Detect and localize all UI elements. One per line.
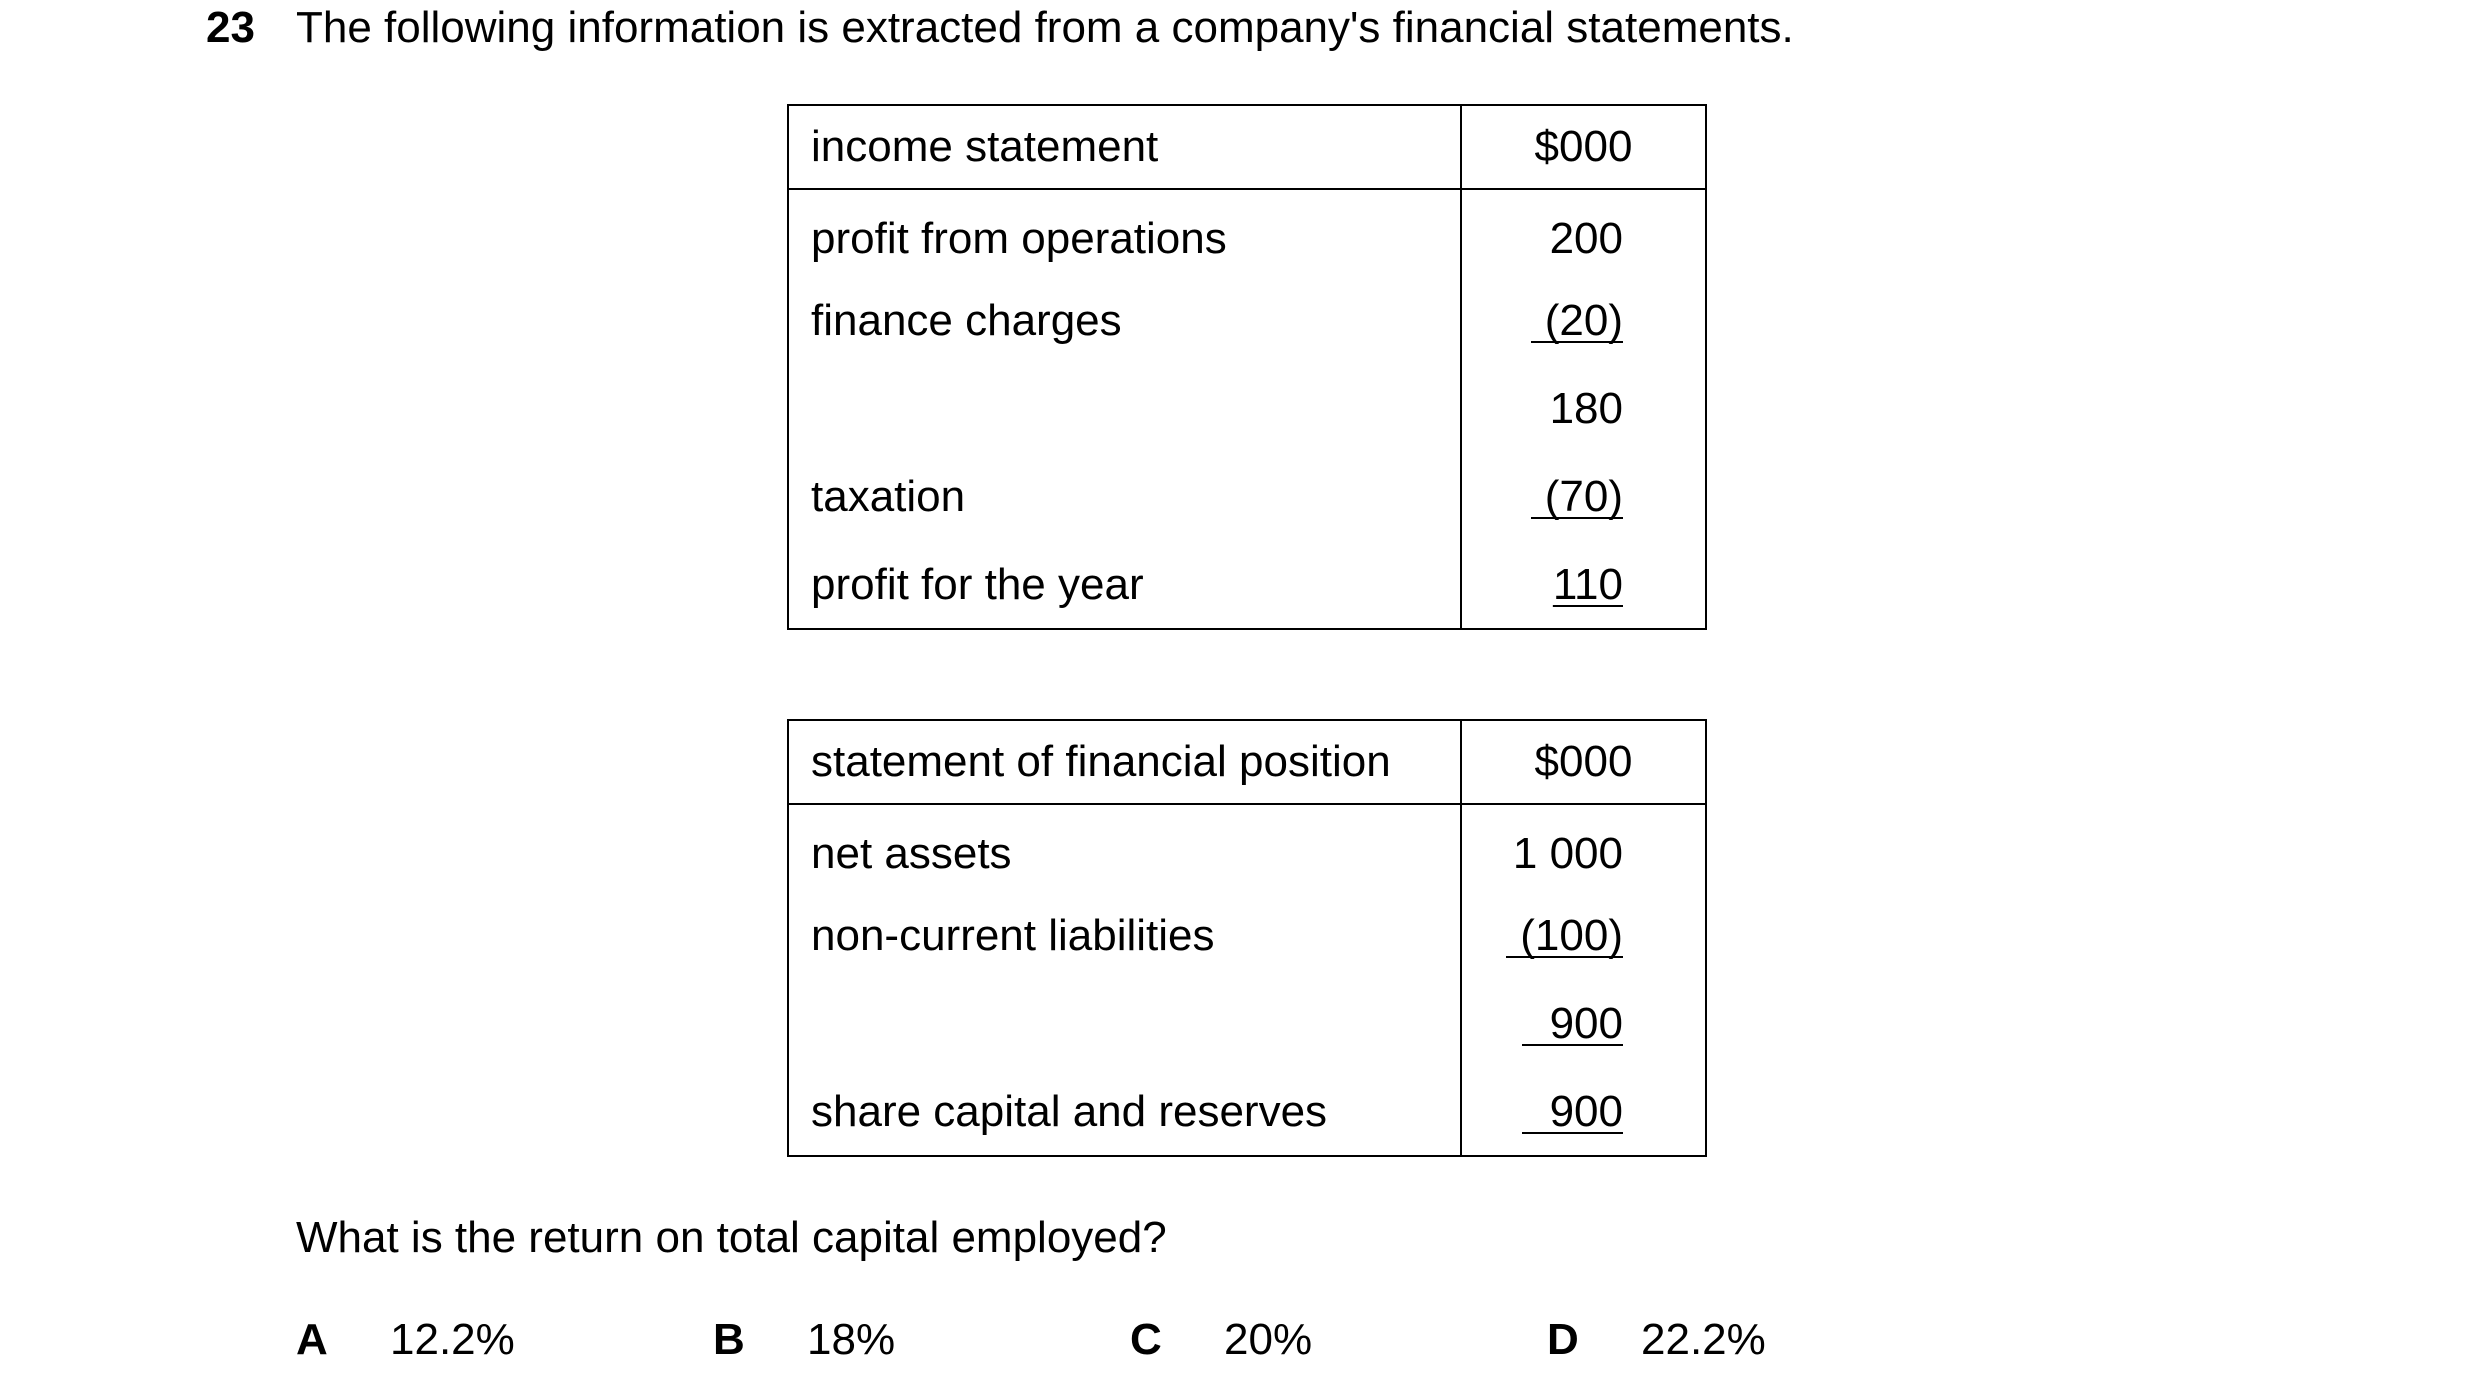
table-header-row — [788, 720, 1706, 804]
income-statement-unit: $000 — [1461, 105, 1706, 189]
question-prompt: What is the return on total capital employed? — [296, 1213, 1167, 1262]
table-row — [788, 453, 1706, 541]
row-value: (100) — [1461, 892, 1706, 980]
financial-position-table — [787, 719, 1707, 1157]
row-label — [788, 365, 1461, 453]
table-row — [788, 189, 1706, 277]
row-label: taxation — [788, 453, 1461, 541]
row-value: 200 — [1461, 189, 1706, 277]
table-row — [788, 804, 1706, 892]
row-value: (20) — [1461, 277, 1706, 365]
financial-position-unit: $000 — [1461, 720, 1706, 804]
option-letter: A — [296, 1315, 328, 1364]
table-row — [788, 1068, 1706, 1156]
option-b[interactable] — [713, 1310, 895, 1370]
row-value: 180 — [1461, 365, 1706, 453]
row-value: 110 — [1461, 541, 1706, 629]
question-number: 23 — [206, 3, 255, 52]
option-value: 12.2% — [390, 1315, 515, 1364]
option-value: 20% — [1224, 1315, 1313, 1364]
option-letter: D — [1547, 1315, 1579, 1364]
row-value: (70) — [1461, 453, 1706, 541]
row-label: non-current liabilities — [788, 892, 1461, 980]
table-row — [788, 892, 1706, 980]
row-label: profit from operations — [788, 189, 1461, 277]
income-statement-header: income statement — [788, 105, 1461, 189]
income-statement-table — [787, 104, 1707, 630]
row-label: finance charges — [788, 277, 1461, 365]
row-value: 900 — [1461, 1068, 1706, 1156]
table-header-row — [788, 105, 1706, 189]
question-intro: The following information is extracted from a company's financial statements. — [296, 3, 1794, 52]
financial-position-header: statement of financial position — [788, 720, 1461, 804]
table-row — [788, 980, 1706, 1068]
option-c[interactable] — [1130, 1310, 1312, 1370]
table-row — [788, 541, 1706, 629]
option-value: 18% — [807, 1315, 896, 1364]
row-value: 900 — [1461, 980, 1706, 1068]
option-d[interactable] — [1547, 1310, 1766, 1370]
option-letter: C — [1130, 1315, 1162, 1364]
row-value: 1 000 — [1461, 804, 1706, 892]
table-row — [788, 277, 1706, 365]
row-label: profit for the year — [788, 541, 1461, 629]
table-row — [788, 365, 1706, 453]
option-letter: B — [713, 1315, 745, 1364]
option-a[interactable] — [296, 1310, 515, 1370]
row-label: share capital and reserves — [788, 1068, 1461, 1156]
row-label: net assets — [788, 804, 1461, 892]
row-label — [788, 980, 1461, 1068]
option-value: 22.2% — [1641, 1315, 1766, 1364]
